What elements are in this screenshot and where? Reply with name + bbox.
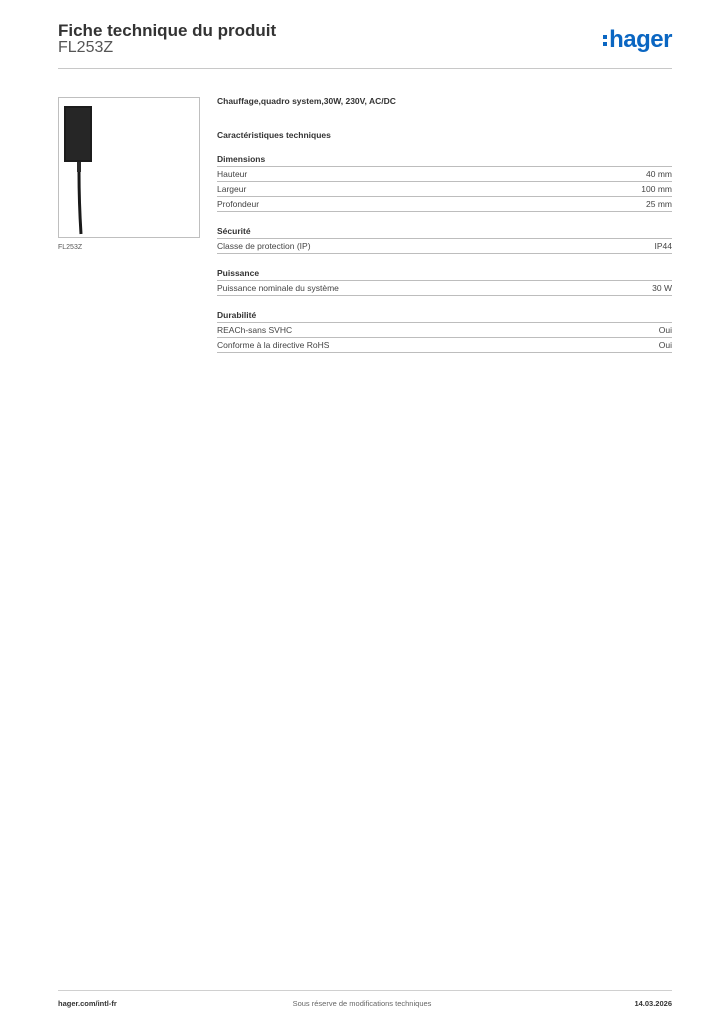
section-durabilite — [217, 310, 672, 353]
spec-row — [217, 281, 672, 296]
spec-value: IP44 — [654, 241, 672, 251]
product-description: Chauffage,quadro system,30W, 230V, AC/DC — [217, 96, 396, 106]
spec-label: Classe de protection (IP) — [217, 241, 311, 251]
header-divider — [58, 68, 672, 69]
image-caption: FL253Z — [58, 244, 83, 251]
section-securite — [217, 226, 672, 254]
spec-content — [217, 96, 672, 353]
footer-notice: Sous réserve de modifications techniques — [292, 999, 432, 1008]
spec-label: Profondeur — [217, 199, 260, 209]
spec-label: Puissance nominale du système — [217, 283, 339, 293]
section-title: Puissance — [217, 268, 672, 281]
spec-label: Largeur — [217, 184, 247, 194]
page-title: Fiche technique du produit — [58, 21, 277, 40]
spec-label: REACh-sans SVHC — [217, 325, 293, 335]
logo-text: hager — [609, 26, 672, 53]
spec-row — [217, 167, 672, 182]
logo-dots-icon — [603, 35, 607, 46]
footer-website-link[interactable]: hager.com/intl-fr — [58, 999, 117, 1008]
spec-value: 100 mm — [641, 184, 672, 194]
spec-row — [217, 239, 672, 254]
footer-date: 14.03.2026 — [634, 999, 672, 1008]
section-title: Dimensions — [217, 154, 672, 167]
spec-row — [217, 323, 672, 338]
spec-value: 25 mm — [646, 199, 672, 209]
section-puissance — [217, 268, 672, 296]
spec-label: Conforme à la directive RoHS — [217, 340, 330, 350]
section-title: Durabilité — [217, 310, 672, 323]
spec-row — [217, 338, 672, 353]
section-dimensions — [217, 154, 672, 212]
hager-logo — [603, 28, 672, 52]
spec-value: 40 mm — [646, 169, 672, 179]
footer-divider — [58, 990, 672, 991]
product-image — [58, 97, 200, 238]
spec-row — [217, 197, 672, 212]
heater-product-icon — [59, 98, 199, 237]
spec-row — [217, 182, 672, 197]
spec-label: Hauteur — [217, 169, 248, 179]
section-title: Sécurité — [217, 226, 672, 239]
spec-value: Oui — [658, 340, 672, 350]
spec-value: 30 W — [652, 283, 672, 293]
spec-value: Oui — [658, 325, 672, 335]
tech-characteristics-title: Caractéristiques techniques — [217, 130, 331, 140]
product-reference: FL253Z — [58, 39, 114, 56]
